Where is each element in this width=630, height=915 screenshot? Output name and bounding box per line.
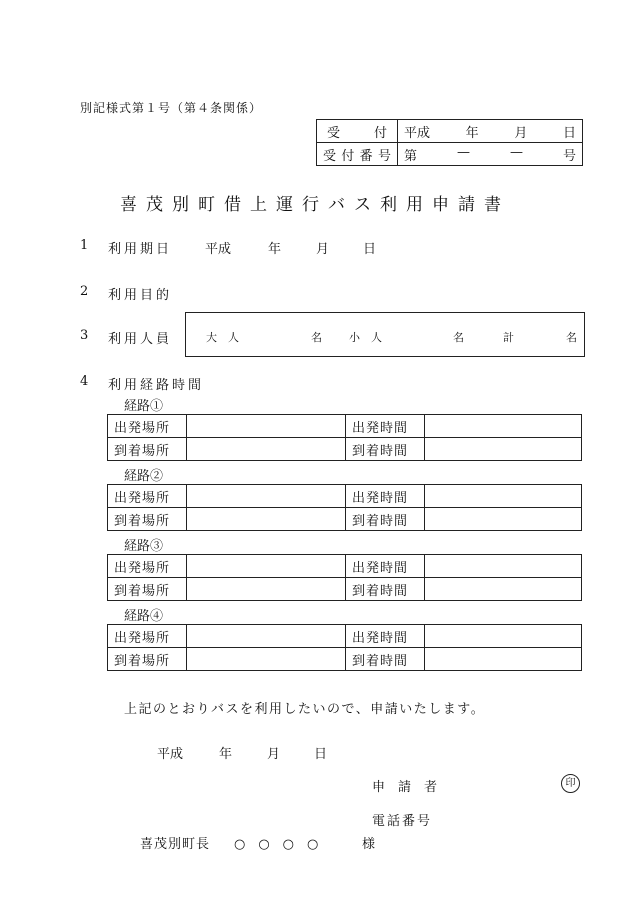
adult-unit: 名 (311, 331, 322, 344)
total-unit: 名 (566, 331, 577, 344)
route-4-table (107, 624, 582, 671)
route-1-table (107, 414, 582, 461)
usage-date-era: 平成 (205, 242, 232, 257)
child-label: 小 人 (349, 331, 382, 344)
depart-time-label: 出発時間 (346, 485, 425, 508)
arrive-place-label: 到着場所 (108, 438, 187, 461)
reception-number-label-char: 番 (359, 148, 373, 164)
table-row (108, 415, 582, 438)
route-4-label: 経路④ (124, 609, 164, 624)
depart-time-field[interactable] (425, 625, 582, 648)
depart-place-field[interactable] (187, 415, 346, 438)
route-2-table (107, 484, 582, 531)
table-row (108, 508, 582, 531)
arrive-time-field[interactable] (425, 578, 582, 601)
section-2-number: 2 (80, 284, 89, 299)
adult-label: 大 人 (206, 331, 239, 344)
arrive-place-label: 到着場所 (108, 648, 187, 671)
reception-label-char: 付 (373, 125, 387, 141)
reception-month: 月 (514, 125, 528, 141)
depart-place-label: 出発場所 (108, 555, 187, 578)
arrive-place-label: 到着場所 (108, 508, 187, 531)
depart-time-field[interactable] (425, 415, 582, 438)
arrive-time-field[interactable] (425, 508, 582, 531)
table-row (108, 578, 582, 601)
arrive-time-field[interactable] (425, 438, 582, 461)
table-row (108, 438, 582, 461)
depart-place-label: 出発場所 (108, 625, 187, 648)
arrive-place-field[interactable] (187, 508, 346, 531)
reception-number-label-char: 号 (377, 148, 391, 164)
section-3-label: 利用人員 (108, 332, 173, 347)
section-4-label: 利用経路時間 (108, 378, 205, 393)
route-1-label: 経路① (124, 399, 164, 414)
reception-label-char: 受 (327, 125, 341, 141)
depart-time-label: 出発時間 (346, 415, 425, 438)
depart-place-field[interactable] (187, 625, 346, 648)
usage-date-year: 年 (268, 242, 282, 257)
reception-number-dash: — (457, 144, 470, 160)
reception-number-suffix: 号 (562, 148, 576, 164)
reception-year: 年 (465, 125, 479, 141)
depart-time-label: 出発時間 (346, 625, 425, 648)
reception-number-label-cell (317, 143, 398, 166)
addressee-honorific: 様 (362, 837, 376, 852)
section-4-number: 4 (80, 374, 89, 389)
section-2-label: 利用目的 (108, 288, 173, 303)
route-3-table (107, 554, 582, 601)
arrive-time-label: 到着時間 (346, 438, 425, 461)
reception-date-cell[interactable] (398, 120, 583, 143)
depart-time-field[interactable] (425, 485, 582, 508)
arrive-place-label: 到着場所 (108, 578, 187, 601)
table-row (108, 625, 582, 648)
route-2-label: 経路② (124, 469, 164, 484)
reception-number-label-char: 付 (341, 148, 355, 164)
reception-number-cell[interactable] (398, 143, 583, 166)
reception-number-label-char: 受 (323, 148, 337, 164)
depart-place-label: 出発場所 (108, 485, 187, 508)
arrive-time-label: 到着時間 (346, 508, 425, 531)
arrive-place-field[interactable] (187, 438, 346, 461)
phone-label: 電話番号 (372, 814, 433, 829)
people-count-box[interactable] (185, 312, 585, 357)
depart-place-label: 出発場所 (108, 415, 187, 438)
reception-era: 平成 (404, 125, 431, 141)
application-date-day: 日 (314, 747, 328, 762)
addressee-blank-marks: ○ ○ ○ ○ (234, 837, 319, 852)
applicant-label: 申 請 者 (372, 780, 438, 795)
usage-date-day: 日 (363, 242, 377, 257)
application-date-month: 月 (267, 747, 281, 762)
section-3-number: 3 (80, 328, 89, 343)
arrive-time-field[interactable] (425, 648, 582, 671)
depart-time-label: 出発時間 (346, 555, 425, 578)
route-3-label: 経路③ (124, 539, 164, 554)
reception-day: 日 (562, 125, 576, 141)
table-row (108, 648, 582, 671)
addressee-name: 喜茂別町長 (140, 837, 211, 852)
arrive-place-field[interactable] (187, 648, 346, 671)
reception-number-prefix: 第 (404, 148, 418, 164)
total-label: 計 (503, 331, 514, 344)
form-number: 別記様式第１号（第４条関係） (80, 101, 263, 115)
document-title: 喜茂別町借上運行バス利用申請書 (120, 195, 510, 215)
child-unit: 名 (453, 331, 464, 344)
reception-label-cell (317, 120, 398, 143)
arrive-time-label: 到着時間 (346, 578, 425, 601)
reception-number-dash: — (509, 144, 523, 160)
table-row (108, 555, 582, 578)
application-date-year: 年 (219, 747, 233, 762)
application-date-era: 平成 (157, 747, 184, 762)
table-row (108, 485, 582, 508)
depart-place-field[interactable] (187, 485, 346, 508)
arrive-time-label: 到着時間 (346, 648, 425, 671)
arrive-place-field[interactable] (187, 578, 346, 601)
section-1-number: 1 (80, 238, 89, 253)
usage-date-month: 月 (316, 242, 330, 257)
depart-place-field[interactable] (187, 555, 346, 578)
declaration-text: 上記のとおりバスを利用したいので、申請いたします。 (124, 702, 486, 717)
seal-icon: 印 (561, 774, 580, 793)
reception-table (316, 119, 583, 166)
depart-time-field[interactable] (425, 555, 582, 578)
section-1-label: 利用期日 (108, 242, 173, 257)
